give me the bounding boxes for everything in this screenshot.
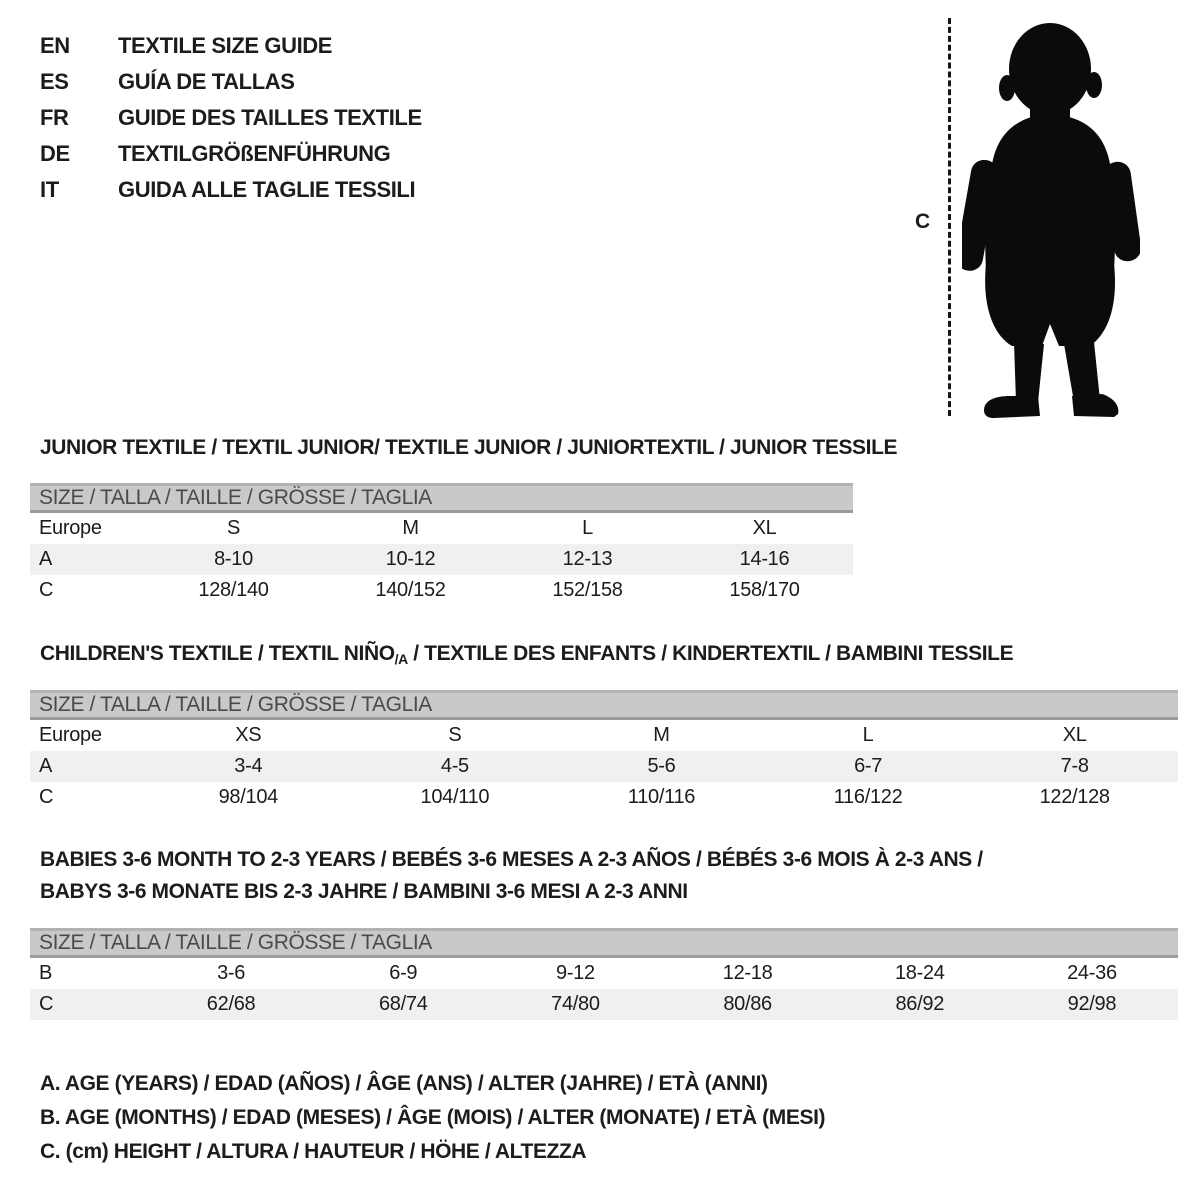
guide-title-it: GUIDA ALLE TAGLIE TESSILI xyxy=(118,177,416,202)
value-cell: 62/68 xyxy=(206,993,256,1015)
table-row-age xyxy=(30,751,1178,782)
value-cell: 14-16 xyxy=(739,548,790,570)
height-measure-dashed-line xyxy=(948,18,951,416)
value-cell: 7-8 xyxy=(1060,755,1089,777)
babies-size-table xyxy=(30,928,1178,1020)
language-row xyxy=(40,172,422,208)
language-code: IT xyxy=(40,177,59,202)
language-row xyxy=(40,136,422,172)
row-label-cell: C xyxy=(39,579,54,601)
guide-title-es: GUÍA DE TALLAS xyxy=(118,69,295,94)
legend-line-a: A. AGE (YEARS) / EDAD (AÑOS) / ÂGE (ANS) / ALTER (JAHRE) / ETÀ (ANNI) xyxy=(40,1072,768,1095)
table-row-months xyxy=(30,958,1178,989)
size-cell: M xyxy=(653,724,670,746)
value-cell: 98/104 xyxy=(218,786,278,808)
children-section-title xyxy=(40,642,1013,666)
value-cell: 92/98 xyxy=(1067,993,1117,1015)
value-cell: 128/140 xyxy=(198,579,269,601)
junior-section-title: JUNIOR TEXTILE / TEXTIL JUNIOR/ TEXTILE JUNIOR / JUNIORTEXTIL / JUNIOR TESSILE xyxy=(40,436,898,459)
children-title-suffix: / TEXTILE DES ENFANTS / KINDERTEXTIL / BAMBINI TESSILE xyxy=(407,642,1014,665)
region-label-cell: Europe xyxy=(39,724,102,746)
table-row-height xyxy=(30,989,1178,1020)
value-cell: 74/80 xyxy=(551,993,600,1015)
children-size-table xyxy=(30,690,1178,813)
value-cell: 152/158 xyxy=(552,579,623,601)
row-label-cell: A xyxy=(39,548,53,570)
value-cell: 8-10 xyxy=(214,548,253,570)
guide-title-fr: GUIDE DES TAILLES TEXTILE xyxy=(118,105,422,130)
language-code: EN xyxy=(40,33,70,58)
babies-section-title-line1: BABIES 3-6 MONTH TO 2-3 YEARS / BEBÉS 3-6 MESES A 2-3 AÑOS / BÉBÉS 3-6 MOIS À 2-3 ANS / xyxy=(40,848,983,871)
value-cell: 24-36 xyxy=(1067,962,1117,984)
language-title-block xyxy=(40,28,422,208)
size-cell: L xyxy=(582,517,593,539)
size-cell: L xyxy=(862,724,874,746)
size-cell: M xyxy=(402,517,419,539)
size-header-label: SIZE / TALLA / TAILLE / GRÖSSE / TAGLIA xyxy=(39,931,432,954)
size-cell: XL xyxy=(1062,724,1087,746)
babies-section-title-line2: BABYS 3-6 MONATE BIS 2-3 JAHRE / BAMBINI 3-6 MESI A 2-3 ANNI xyxy=(40,880,688,903)
value-cell: 68/74 xyxy=(378,993,428,1015)
region-label-cell: Europe xyxy=(39,517,102,539)
size-cell: XS xyxy=(235,724,262,746)
guide-title-de: TEXTILGRÖßENFÜHRUNG xyxy=(118,141,391,166)
language-row xyxy=(40,100,422,136)
size-cell: S xyxy=(226,517,241,539)
table-row-age xyxy=(30,544,853,575)
row-label-cell: B xyxy=(39,962,53,984)
table-row-sizes xyxy=(30,513,853,544)
value-cell: 80/86 xyxy=(723,993,772,1015)
value-cell: 9-12 xyxy=(556,962,595,984)
legend-line-b: B. AGE (MONTHS) / EDAD (MESES) / ÂGE (MOIS) / ALTER (MONATE) / ETÀ (MESI) xyxy=(40,1106,826,1129)
value-cell: 10-12 xyxy=(385,548,436,570)
language-row xyxy=(40,28,422,64)
size-header-label: SIZE / TALLA / TAILLE / GRÖSSE / TAGLIA xyxy=(39,486,432,509)
size-cell: S xyxy=(448,724,462,746)
size-cell: XL xyxy=(752,517,777,539)
value-cell: 6-9 xyxy=(389,962,418,984)
value-cell: 12-13 xyxy=(562,548,613,570)
children-title-sub: /A xyxy=(394,651,408,667)
height-measure-label: C xyxy=(915,210,931,233)
language-row xyxy=(40,64,422,100)
table-row-sizes xyxy=(30,720,1178,751)
size-header-bar xyxy=(30,690,1178,720)
language-code: FR xyxy=(40,105,69,130)
value-cell: 3-6 xyxy=(217,962,246,984)
value-cell: 140/152 xyxy=(375,579,446,601)
value-cell: 158/170 xyxy=(729,579,800,601)
value-cell: 110/116 xyxy=(627,786,696,808)
junior-size-table xyxy=(30,483,853,606)
value-cell: 86/92 xyxy=(895,993,945,1015)
table-row-height xyxy=(30,782,1178,813)
table-row-height xyxy=(30,575,853,606)
value-cell: 12-18 xyxy=(722,962,773,984)
value-cell: 18-24 xyxy=(894,962,945,984)
children-title-prefix: CHILDREN'S TEXTILE / TEXTIL NIÑO xyxy=(40,642,395,665)
toddler-silhouette xyxy=(962,12,1140,418)
size-header-bar xyxy=(30,483,853,513)
size-header-label: SIZE / TALLA / TAILLE / GRÖSSE / TAGLIA xyxy=(39,693,432,716)
language-code: ES xyxy=(40,69,69,94)
guide-title-en: TEXTILE SIZE GUIDE xyxy=(118,33,333,58)
row-label-cell: A xyxy=(39,755,53,777)
value-cell: 6-7 xyxy=(854,755,883,777)
value-cell: 104/110 xyxy=(420,786,490,808)
value-cell: 122/128 xyxy=(1039,786,1110,808)
row-label-cell: C xyxy=(39,993,54,1015)
legend-line-c: C. (cm) HEIGHT / ALTURA / HAUTEUR / HÖHE / ALTEZZA xyxy=(40,1140,587,1163)
value-cell: 4-5 xyxy=(440,755,469,777)
value-cell: 5-6 xyxy=(647,755,676,777)
row-label-cell: C xyxy=(39,786,54,808)
value-cell: 116/122 xyxy=(833,786,903,808)
size-header-bar xyxy=(30,928,1178,958)
value-cell: 3-4 xyxy=(234,755,263,777)
language-code: DE xyxy=(40,141,70,166)
